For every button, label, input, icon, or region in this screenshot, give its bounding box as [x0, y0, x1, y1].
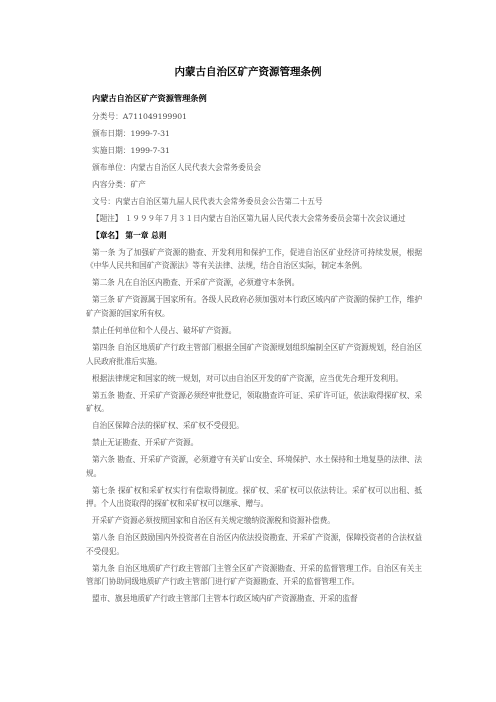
article-paragraph: 第七条 探矿权和采矿权实行有偿取得制度。探矿权、采矿权可以依法转让。采矿权可以出租、抵押。个人出资取得的探矿权和采矿权可以继承、赠与。	[86, 485, 422, 509]
article-paragraph: 第四条 自治区地质矿产行政主管部门根据全国矿产资源规划组织编制全区矿产资源规划，经自治区人民政府批准后实施。	[86, 343, 422, 366]
document-title: 内蒙古自治区矿产资源管理条例	[174, 66, 322, 78]
chapter-heading: 【章名】 第一章 总则	[92, 230, 167, 240]
document-body	[86, 93, 422, 609]
meta-issuer: 颁布单位：内蒙古自治区人民代表大会常务委员会	[92, 162, 262, 172]
article-paragraph: 根据法律规定和国家的统一规划，对可以由自治区开发的矿产资源，应当优先合理开发利用。	[92, 373, 404, 383]
article-paragraph: 第六条 勘查、开采矿产资源，必须遵守有关矿山安全、环境保护、水土保持和土地复垦的法律、法规。	[86, 455, 422, 478]
meta-document-number: 文号：内蒙古自治区第九届人民代表大会常务委员会公告第二十五号	[92, 196, 323, 206]
meta-effective-date: 实施日期：1999-7-31	[92, 145, 170, 155]
article-paragraph: 第一条 为了加强矿产资源的勘查、开发利用和保护工作，促进自治区矿业经济可持续发展，根据《中华人民共和国矿产资源法》等有关法律、法规，结合自治区实际，制定本条例。	[86, 247, 422, 271]
document-subtitle: 内蒙古自治区矿产资源管理条例	[92, 93, 207, 103]
article-paragraph: 第九条 自治区地质矿产行政主管部门主管全区矿产资源勘查、开采的监督管理工作。自治区有关主管部门协助同级地质矿产行政主管部门进行矿产资源勘查、开采的监督管理工作。	[86, 563, 422, 587]
article-paragraph: 开采矿产资源必须按照国家和自治区有关规定缴纳资源税和资源补偿费。	[92, 516, 335, 526]
meta-classification: 分类号：A711049199901	[92, 112, 187, 121]
article-paragraph: 禁止无证勘查、开采矿产资源。	[92, 438, 199, 448]
article-paragraph: 第三条 矿产资源属于国家所有。各级人民政府必须加强对本行政区域内矿产资源的保护工作，维护矿产资源的国家所有权。	[86, 295, 422, 319]
article-paragraph: 自治区保障合法的探矿权、采矿权不受侵犯。	[92, 421, 244, 431]
article-paragraph: 第二条 凡在自治区内勘查、开采矿产资源，必须遵守本条例。	[92, 278, 300, 288]
article-paragraph: 盟市、旗县地质矿产行政主管部门主管本行政区域内矿产资源勘查、开采的监督	[92, 594, 358, 604]
article-paragraph: 第五条 勘查、开采矿产资源必须经审批登记，领取勘查许可证、采矿许可证，依法取得探矿权、采矿权。	[86, 390, 422, 414]
meta-category: 内容分类：矿产	[92, 179, 146, 189]
topic-note: 【题注】 １９９９年７月３１日内蒙古自治区第九届人民代表大会常务委员会第十次会议通过	[92, 213, 406, 223]
article-paragraph: 第八条 自治区鼓励国内外投资者在自治区内依法投资勘查、开采矿产资源，保障投资者的合法权益不受侵犯。	[86, 533, 422, 556]
meta-issue-date: 颁布日期：1999-7-31	[92, 128, 170, 138]
article-paragraph: 禁止任何单位和个人侵占、破坏矿产资源。	[92, 326, 237, 336]
